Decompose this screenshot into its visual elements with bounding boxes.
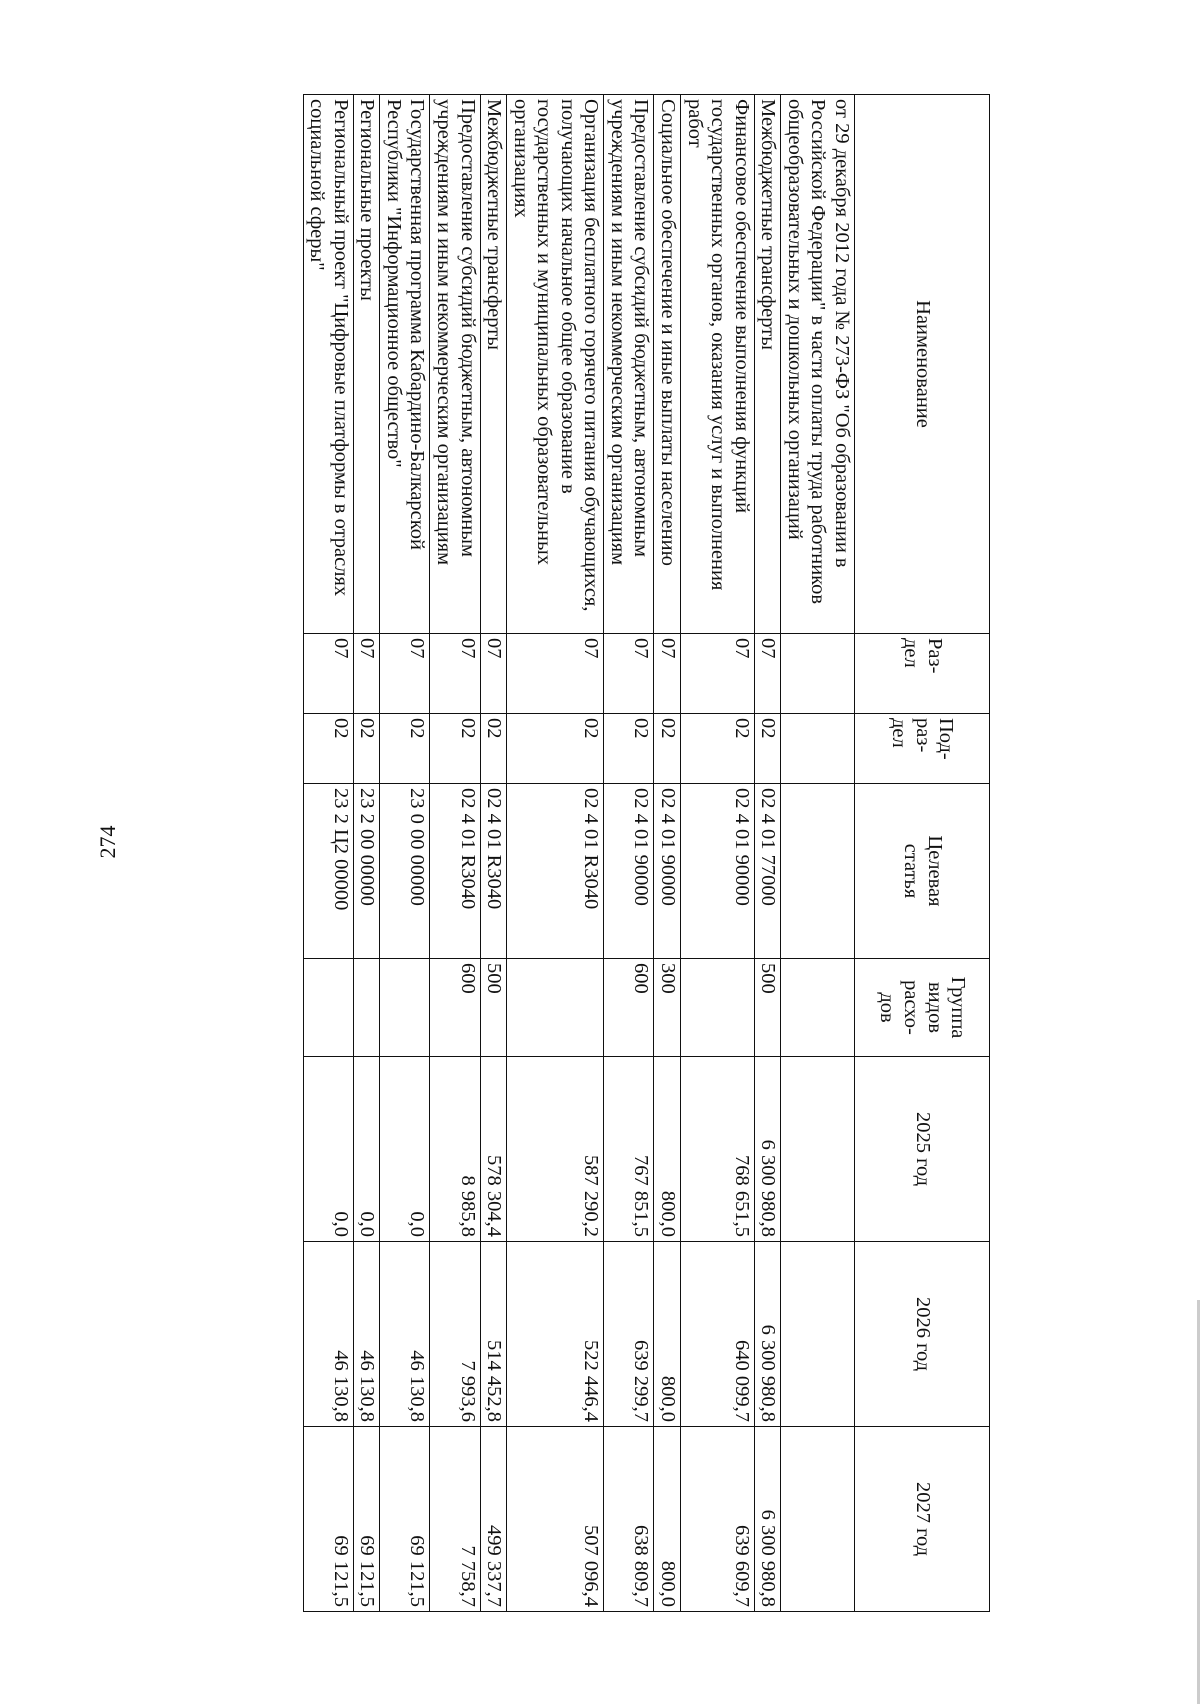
table-row [507, 95, 604, 1612]
cell-2025: 0,0 [303, 1057, 353, 1242]
cell-subsection: 02 [754, 714, 781, 784]
cell-2025: 0,0 [353, 1057, 380, 1242]
cell-expense-group [781, 959, 855, 1057]
table-row [604, 95, 654, 1612]
header-section: Раз- дел [855, 634, 990, 714]
cell-section: 07 [430, 634, 480, 714]
page-number: 274 [95, 825, 120, 859]
cell-2025: 587 290,2 [507, 1057, 604, 1242]
cell-2027: 638 809,7 [604, 1427, 654, 1612]
cell-section: 07 [353, 634, 380, 714]
cell-target-article: 23 2 00 00000 [353, 784, 380, 959]
cell-2027: 639 609,7 [681, 1427, 755, 1612]
cell-2026: 7 993,6 [430, 1242, 480, 1427]
table-row [654, 95, 681, 1612]
cell-2027: 499 337,7 [480, 1427, 507, 1612]
table-row [681, 95, 755, 1612]
cell-2026: 46 130,8 [353, 1242, 380, 1427]
cell-2027: 69 121,5 [303, 1427, 353, 1612]
cell-2026: 514 452,8 [480, 1242, 507, 1427]
cell-expense-group [681, 959, 755, 1057]
budget-table [303, 94, 990, 1612]
cell-target-article: 23 2 Ц2 00000 [303, 784, 353, 959]
cell-expense-group: 500 [754, 959, 781, 1057]
cell-2027 [781, 1427, 855, 1612]
cell-subsection: 02 [480, 714, 507, 784]
cell-subsection: 02 [507, 714, 604, 784]
cell-2025: 6 300 980,8 [754, 1057, 781, 1242]
cell-2025: 8 985,8 [430, 1057, 480, 1242]
cell-2027: 69 121,5 [353, 1427, 380, 1612]
cell-section: 07 [380, 634, 430, 714]
cell-subsection [781, 714, 855, 784]
cell-section: 07 [654, 634, 681, 714]
header-target-article: Целевая статья [855, 784, 990, 959]
table-header-row [855, 95, 990, 1612]
cell-2027: 800,0 [654, 1427, 681, 1612]
cell-target-article: 02 4 01 R3040 [430, 784, 480, 959]
cell-subsection: 02 [430, 714, 480, 784]
cell-2027: 507 096,4 [507, 1427, 604, 1612]
cell-name: Региональный проект "Цифровые платформы в отраслях социальной сферы" [303, 95, 353, 634]
cell-name: от 29 декабря 2012 года № 273-ФЗ "Об образовании в Российской Федерации" в части оплаты труда работников общеобразовательных и дошкольных организаций [781, 95, 855, 634]
cell-target-article: 02 4 01 R3040 [507, 784, 604, 959]
cell-2026 [781, 1242, 855, 1427]
cell-target-article: 02 4 01 90000 [681, 784, 755, 959]
cell-target-article: 02 4 01 R3040 [480, 784, 507, 959]
cell-2026: 46 130,8 [380, 1242, 430, 1427]
cell-section: 07 [303, 634, 353, 714]
cell-2025: 0,0 [380, 1057, 430, 1242]
cell-name: Региональные проекты [353, 95, 380, 634]
cell-section [781, 634, 855, 714]
cell-name: Предоставление субсидий бюджетным, автономным учреждениям и иным некоммерческим организациям [604, 95, 654, 634]
cell-target-article: 02 4 01 90000 [654, 784, 681, 959]
cell-name: Организация бесплатного горячего питания обучающихся, получающих начальное общее образование в государственных и муниципальных образовательных организациях [507, 95, 604, 634]
header-subsection: Под- раз- дел [855, 714, 990, 784]
cell-section: 07 [507, 634, 604, 714]
cell-subsection: 02 [604, 714, 654, 784]
cell-2026: 640 099,7 [681, 1242, 755, 1427]
header-2027: 2027 год [855, 1427, 990, 1612]
cell-expense-group [507, 959, 604, 1057]
cell-section: 07 [754, 634, 781, 714]
header-name: Наименование [855, 95, 990, 634]
cell-2025 [781, 1057, 855, 1242]
cell-2026: 800,0 [654, 1242, 681, 1427]
cell-target-article: 02 4 01 77000 [754, 784, 781, 959]
cell-expense-group: 600 [430, 959, 480, 1057]
cell-name: Социальное обеспечение и иные выплаты населению [654, 95, 681, 634]
cell-2026: 6 300 980,8 [754, 1242, 781, 1427]
cell-expense-group [380, 959, 430, 1057]
cell-2025: 768 651,5 [681, 1057, 755, 1242]
cell-section: 07 [604, 634, 654, 714]
cell-2025: 767 851,5 [604, 1057, 654, 1242]
table-row [430, 95, 480, 1612]
cell-name: Государственная программа Кабардино-Балкарской Республики "Информационное общество" [380, 95, 430, 634]
cell-name: Межбюджетные трансферты [754, 95, 781, 634]
header-expense-group: Группа видов расхо- дов [855, 959, 990, 1057]
cell-2026: 639 299,7 [604, 1242, 654, 1427]
cell-expense-group: 600 [604, 959, 654, 1057]
table-row [754, 95, 781, 1612]
table-row [303, 95, 353, 1612]
cell-expense-group: 500 [480, 959, 507, 1057]
cell-target-article [781, 784, 855, 959]
cell-name: Финансовое обеспечение выполнения функций государственных органов, оказания услуг и выполнения работ [681, 95, 755, 634]
cell-name: Предоставление субсидий бюджетным, автономным учреждениям и иным некоммерческим организациям [430, 95, 480, 634]
cell-2027: 69 121,5 [380, 1427, 430, 1612]
table-row [353, 95, 380, 1612]
header-2026: 2026 год [855, 1242, 990, 1427]
cell-2027: 7 758,7 [430, 1427, 480, 1612]
header-2025: 2025 год [855, 1057, 990, 1242]
table-row [380, 95, 430, 1612]
cell-2027: 6 300 980,8 [754, 1427, 781, 1612]
cell-2026: 46 130,8 [303, 1242, 353, 1427]
cell-expense-group: 300 [654, 959, 681, 1057]
cell-subsection: 02 [303, 714, 353, 784]
cell-subsection: 02 [380, 714, 430, 784]
cell-target-article: 23 0 00 00000 [380, 784, 430, 959]
cell-expense-group [303, 959, 353, 1057]
cell-name: Межбюджетные трансферты [480, 95, 507, 634]
cell-subsection: 02 [681, 714, 755, 784]
table-row [480, 95, 507, 1612]
table-row [781, 95, 855, 1612]
cell-2025: 800,0 [654, 1057, 681, 1242]
cell-target-article: 02 4 01 90000 [604, 784, 654, 959]
cell-2026: 522 446,4 [507, 1242, 604, 1427]
cell-expense-group [353, 959, 380, 1057]
cell-section: 07 [681, 634, 755, 714]
cell-section: 07 [480, 634, 507, 714]
cell-subsection: 02 [654, 714, 681, 784]
cell-subsection: 02 [353, 714, 380, 784]
cell-2025: 578 304,4 [480, 1057, 507, 1242]
